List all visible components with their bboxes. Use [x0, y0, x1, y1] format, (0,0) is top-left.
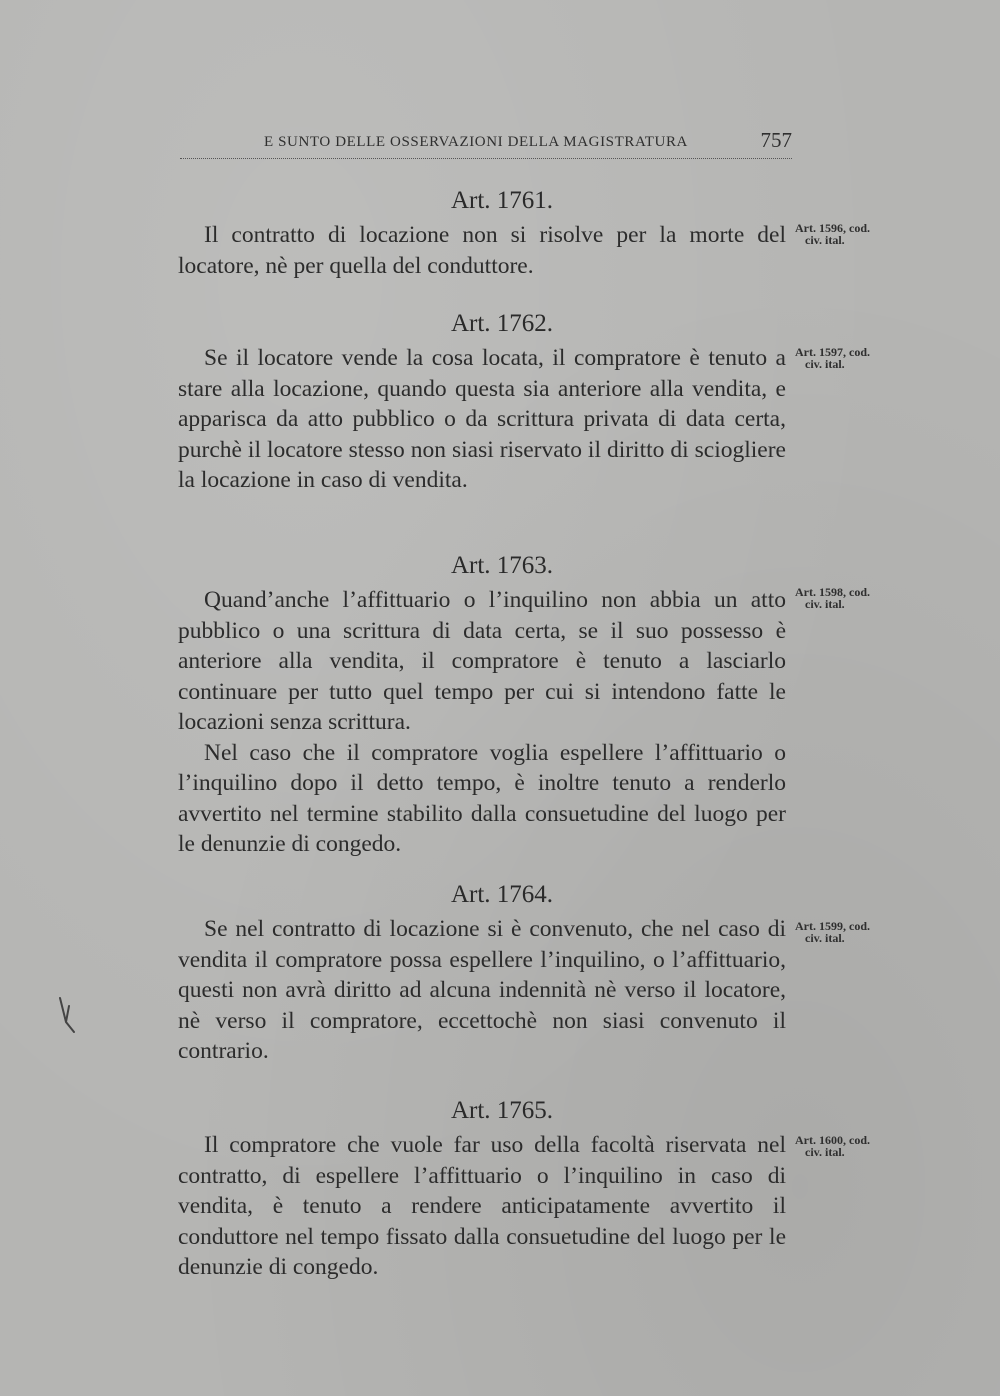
page-header — [180, 128, 792, 159]
marginal-note-line: Art. 1598, cod. — [795, 585, 870, 599]
marginal-note-line: civ. ital. — [805, 931, 845, 945]
stray-pencil-mark — [56, 996, 78, 1034]
marginal-note-line: Art. 1596, cod. — [795, 221, 870, 235]
article-title: Art. 1764. — [450, 881, 554, 908]
marginal-note — [795, 346, 905, 370]
marginal-note-line: civ. ital. — [805, 233, 845, 247]
article-title: Art. 1763. — [450, 552, 554, 579]
marginal-note-line: civ. ital. — [805, 597, 845, 611]
article-title: Art. 1762. — [450, 310, 554, 337]
article-1761 — [178, 186, 786, 281]
marginal-note — [795, 1134, 905, 1158]
article-1762 — [178, 309, 786, 496]
marginal-note-line: civ. ital. — [805, 357, 845, 371]
article-paragraph: Nel caso che il compratore voglia espellere l’affittuario o l’inquilino dopo il detto tempo, è inoltre tenuto a renderlo avvertito nel termine stabilito dalla consuetudine del luogo per le denunzie di congedo. — [178, 739, 786, 857]
marginal-note — [795, 920, 905, 944]
article-1765 — [178, 1096, 786, 1283]
marginal-note — [795, 586, 905, 610]
article-paragraph: Quand’anche l’affittuario o l’inquilino non abbia un atto pubblico o una scrittura di data certa, se il suo possesso è anteriore alla vendita, il compratore è tenuto a lasciarlo continuare per tutto quel tempo per cui si intendono fatte le locazioni senza scrittura. — [178, 587, 786, 735]
marginal-note-line: Art. 1597, cod. — [795, 345, 870, 359]
article-title: Art. 1761. — [450, 187, 554, 214]
running-title: E SUNTO DELLE OSSERVAZIONI DELLA MAGISTRATURA — [264, 134, 688, 150]
marginal-note-line: civ. ital. — [805, 1145, 845, 1159]
article-1764 — [178, 880, 786, 1067]
article-paragraph: Il contratto di locazione non si risolve per la morte del locatore, nè per quella del conduttore. — [178, 222, 786, 279]
marginal-note-line: Art. 1599, cod. — [795, 919, 870, 933]
article-1763 — [178, 551, 786, 860]
article-title: Art. 1765. — [450, 1097, 554, 1124]
marginal-note — [795, 222, 905, 246]
article-paragraph: Se il locatore vende la cosa locata, il compratore è tenuto a stare alla locazione, quando questa sia anteriore alla vendita, e apparisca da atto pubblico o da scrittura privata di data certa, purchè il locatore stesso non siasi riservato il diritto di sciogliere la locazione in caso di vendita. — [178, 345, 786, 493]
marginal-note-line: Art. 1600, cod. — [795, 1133, 870, 1147]
article-paragraph: Se nel contratto di locazione si è convenuto, che nel caso di vendita il compratore possa espellere l’inquilino, o l’affittuario, questi non avrà diritto ad alcuna indennità nè verso il locatore, nè verso il compratore, eccettochè non siasi convenuto il contrario. — [178, 916, 786, 1064]
page-number: 757 — [760, 128, 792, 152]
article-paragraph: Il compratore che vuole far uso della facoltà riservata nel contratto, di espellere l’affittuario o l’inquilino in caso di vendita, è tenuto a rendere anticipatamente avvertito il conduttore nel tempo fissato dalla consuetudine del luogo per le denunzie di congedo. — [178, 1132, 786, 1280]
